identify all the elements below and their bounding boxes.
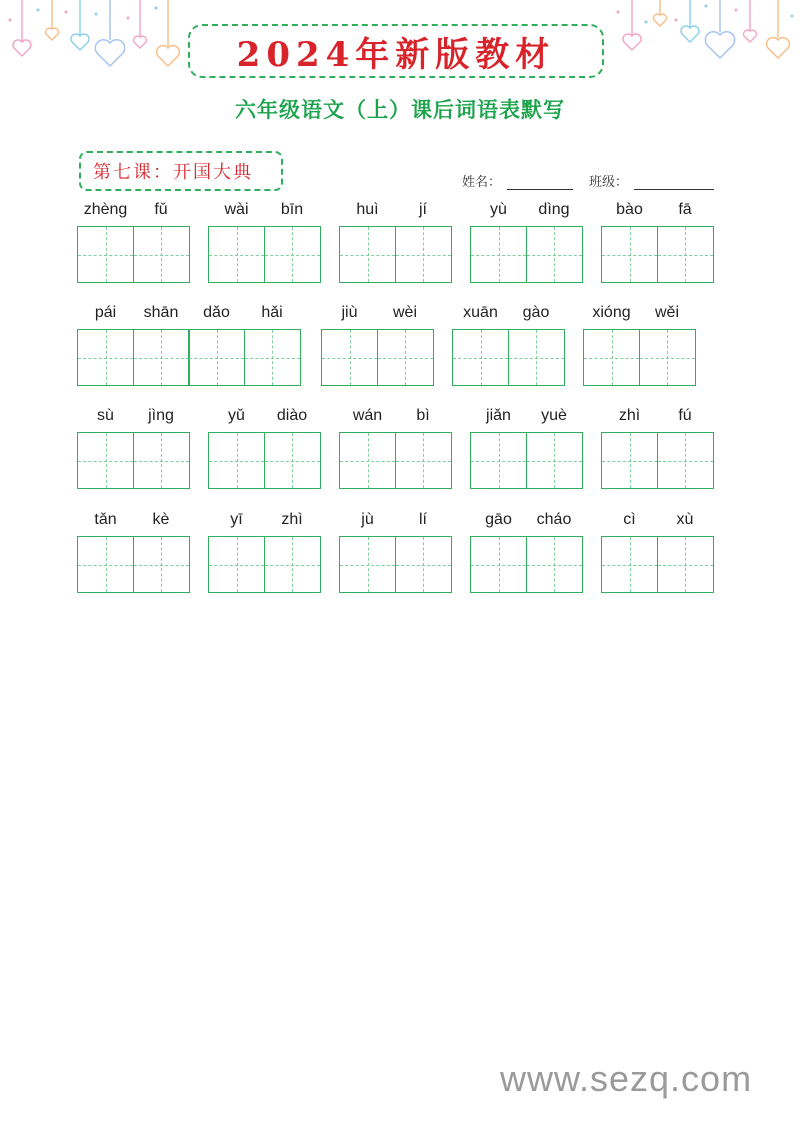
pinyin-label: jiǎn — [486, 407, 511, 424]
pinyin-label: hǎi — [261, 304, 283, 321]
writing-cell[interactable] — [508, 329, 565, 386]
writing-grid — [470, 226, 583, 283]
writing-cell[interactable] — [395, 432, 452, 489]
pinyin-label: cháo — [536, 511, 572, 528]
name-label: 姓名： — [462, 175, 502, 190]
pinyin-label: wán — [352, 407, 383, 424]
writing-cell[interactable] — [133, 432, 190, 489]
hanging-hearts-decoration-right — [610, 0, 800, 80]
pinyin-label: yǔ — [228, 407, 245, 424]
writing-cell[interactable] — [264, 432, 321, 489]
pinyin-label: dìng — [538, 201, 570, 218]
writing-cell[interactable] — [601, 226, 658, 283]
page-subtitle: 六年级语文（上）课后词语表默写 — [235, 98, 565, 122]
writing-grid — [601, 432, 714, 489]
pinyin-label: huì — [356, 201, 379, 218]
writing-cell[interactable] — [133, 329, 190, 386]
writing-cell[interactable] — [657, 536, 714, 593]
pinyin-label: xuān — [463, 304, 498, 321]
writing-cell[interactable] — [657, 226, 714, 283]
pinyin-label: cì — [623, 511, 636, 528]
class-label: 班级： — [589, 175, 629, 190]
pinyin-label: kè — [152, 511, 170, 528]
writing-cell[interactable] — [77, 226, 134, 283]
writing-grid — [601, 536, 714, 593]
pinyin-label: wěi — [654, 304, 679, 321]
writing-cell[interactable] — [339, 432, 396, 489]
writing-cell[interactable] — [395, 536, 452, 593]
writing-cell[interactable] — [321, 329, 378, 386]
writing-cell[interactable] — [639, 329, 696, 386]
name-field — [462, 171, 573, 190]
writing-cell[interactable] — [208, 536, 265, 593]
writing-grid — [339, 432, 452, 489]
writing-cell[interactable] — [395, 226, 452, 283]
writing-grid — [583, 329, 696, 386]
writing-cell[interactable] — [339, 536, 396, 593]
writing-grid — [321, 329, 434, 386]
pinyin-label: bào — [616, 201, 643, 218]
pinyin-label: zhèng — [83, 201, 128, 218]
pinyin-label: shān — [143, 304, 179, 321]
pinyin-label: fǔ — [154, 201, 168, 218]
writing-grid — [208, 536, 321, 593]
pinyin-label: jiù — [341, 304, 358, 321]
writing-cell[interactable] — [657, 432, 714, 489]
writing-grid — [77, 536, 190, 593]
pinyin-label: tǎn — [94, 511, 117, 528]
writing-cell[interactable] — [452, 329, 509, 386]
writing-cell[interactable] — [526, 536, 583, 593]
pinyin-label: fú — [678, 407, 692, 424]
pinyin-label: jí — [419, 201, 427, 218]
writing-grid — [77, 226, 190, 283]
writing-cell[interactable] — [470, 226, 527, 283]
writing-cell[interactable] — [377, 329, 434, 386]
writing-grid — [77, 432, 190, 489]
writing-grid — [452, 329, 565, 386]
pinyin-label: xióng — [592, 304, 631, 321]
writing-cell[interactable] — [264, 226, 321, 283]
writing-grid — [339, 536, 452, 593]
pinyin-label: bì — [416, 407, 430, 424]
title-banner — [188, 24, 604, 78]
pinyin-label: yù — [490, 201, 507, 218]
writing-cell[interactable] — [470, 432, 527, 489]
writing-grid — [77, 329, 301, 386]
hanging-hearts-decoration-left — [0, 0, 190, 80]
writing-cell[interactable] — [133, 226, 190, 283]
pinyin-label: diào — [276, 407, 308, 424]
pinyin-label: zhì — [618, 407, 641, 424]
pinyin-label: yuè — [541, 407, 567, 424]
writing-cell[interactable] — [77, 536, 134, 593]
pinyin-label: pái — [94, 304, 117, 321]
writing-grid — [601, 226, 714, 283]
writing-grid — [470, 536, 583, 593]
writing-cell[interactable] — [264, 536, 321, 593]
writing-cell[interactable] — [77, 432, 134, 489]
pinyin-label: gào — [522, 304, 550, 321]
pinyin-label: lí — [419, 511, 427, 528]
writing-cell[interactable] — [133, 536, 190, 593]
pinyin-label: yī — [230, 511, 243, 528]
writing-cell[interactable] — [470, 536, 527, 593]
writing-grid — [208, 226, 321, 283]
pinyin-label: xù — [676, 511, 694, 528]
writing-cell[interactable] — [208, 226, 265, 283]
pinyin-label: sù — [97, 407, 114, 424]
pinyin-label: jìng — [148, 407, 174, 424]
class-field — [589, 171, 714, 190]
writing-cell[interactable] — [208, 432, 265, 489]
watermark: www.sezq.com — [500, 1058, 753, 1099]
lesson-label-box — [79, 151, 283, 191]
pinyin-label: gāo — [485, 511, 512, 528]
writing-cell[interactable] — [339, 226, 396, 283]
pinyin-label: wài — [224, 201, 249, 218]
writing-cell[interactable] — [244, 329, 301, 386]
writing-cell[interactable] — [583, 329, 640, 386]
lesson-label: 第七课：开国大典 — [93, 162, 253, 183]
pinyin-label: dǎo — [203, 304, 230, 321]
pinyin-label: bīn — [280, 201, 304, 218]
name-blank[interactable] — [507, 176, 573, 190]
writing-grid — [470, 432, 583, 489]
writing-cell[interactable] — [601, 432, 658, 489]
pinyin-label: fā — [678, 201, 692, 218]
writing-cell[interactable] — [601, 536, 658, 593]
pinyin-label: wèi — [392, 304, 417, 321]
writing-cell[interactable] — [526, 226, 583, 283]
pinyin-label: zhì — [281, 511, 303, 528]
page-title: 2024年新版教材 — [236, 34, 556, 75]
writing-grid — [208, 432, 321, 489]
writing-grid — [339, 226, 452, 283]
writing-cell[interactable] — [526, 432, 583, 489]
writing-cell[interactable] — [188, 329, 245, 386]
class-blank[interactable] — [634, 176, 714, 190]
writing-cell[interactable] — [77, 329, 134, 386]
pinyin-label: jù — [361, 511, 374, 528]
